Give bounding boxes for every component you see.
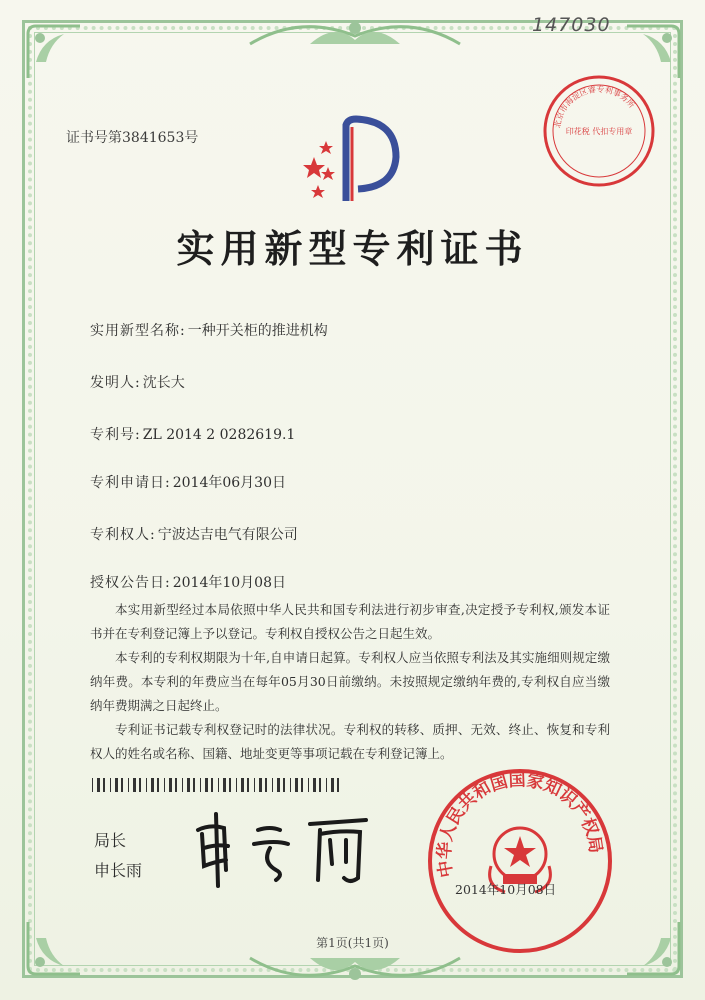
field-label: 实用新型名称: xyxy=(90,323,186,339)
certificate-number-suffix: 号 xyxy=(184,130,199,146)
corner-ornament-icon xyxy=(24,22,84,82)
field-value: 沈长大 xyxy=(142,375,185,391)
field-value: 2014年10月08日 xyxy=(172,575,286,591)
seal-date: 2014年10月08日 xyxy=(455,882,557,897)
body-paragraph: 本实用新型经过本局依照中华人民共和国专利法进行初步审查,决定授予专利权,颁发本证书并在专利登记簿上予以登记。专利权自授权公告之日起生效。 xyxy=(90,602,610,641)
svg-text:中华人民共和国国家知识产权局: 中华人民共和国国家知识产权局 xyxy=(434,770,606,879)
field-filing-date xyxy=(90,472,286,492)
signatory-title: 局长 xyxy=(94,831,127,850)
certificate-number-label: 证书号第 xyxy=(66,130,122,146)
cnipa-logo-icon xyxy=(296,115,408,205)
body-paragraph: 本专利的专利权期限为十年,自申请日起算。专利权人应当依照专利法及其实施细则规定缴纳年费。本专利的年费应当在每年05月30日前缴纳。未按照规定缴纳年费的,专利权自应当缴纳年费期满之日起终止。 xyxy=(90,650,610,713)
field-label: 专利申请日: xyxy=(90,475,171,491)
field-value: 一种开关柜的推进机构 xyxy=(187,323,328,339)
certificate-number-value: 3841653 xyxy=(122,130,185,146)
field-label: 发明人: xyxy=(90,375,141,391)
page-number: 第1页(共1页) xyxy=(316,936,389,950)
tax-stamp-seal-icon xyxy=(540,72,658,190)
signatory-name: 申长雨 xyxy=(94,861,143,880)
certificate-number xyxy=(66,127,198,147)
field-patent-holder xyxy=(90,524,298,544)
field-value: 宁波达吉电气有限公司 xyxy=(157,527,298,543)
barcode-icon xyxy=(92,778,342,792)
field-label: 专利权人: xyxy=(90,527,156,543)
body-paragraph: 专利证书记载专利权登记时的法律状况。专利权的转移、质押、无效、终止、恢复和专利权人的姓名或名称、国籍、地址变更等事项记载在专利登记簿上。 xyxy=(90,722,610,761)
field-label: 专利号: xyxy=(90,427,141,443)
field-patent-number xyxy=(90,424,295,444)
cnipa-official-seal-icon xyxy=(425,766,615,956)
handwritten-note: 147030 xyxy=(532,14,611,36)
field-value: ZL 2014 2 0282619.1 xyxy=(142,427,296,443)
handwritten-signature-icon xyxy=(180,800,380,890)
certificate-title: 实用新型专利证书 xyxy=(176,227,529,271)
field-utility-model-name xyxy=(90,320,328,340)
field-value: 2014年06月30日 xyxy=(172,475,286,491)
field-inventor xyxy=(90,372,185,392)
field-grant-date xyxy=(90,572,286,592)
certificate-body xyxy=(90,598,610,766)
svg-text:北京市海淀区睿专利事务所: 北京市海淀区睿专利事务所 xyxy=(552,84,637,129)
top-ornament-icon xyxy=(240,14,470,56)
field-label: 授权公告日: xyxy=(90,575,171,591)
svg-text:印花税 代扣专用章: 印花税 代扣专用章 xyxy=(565,127,633,136)
